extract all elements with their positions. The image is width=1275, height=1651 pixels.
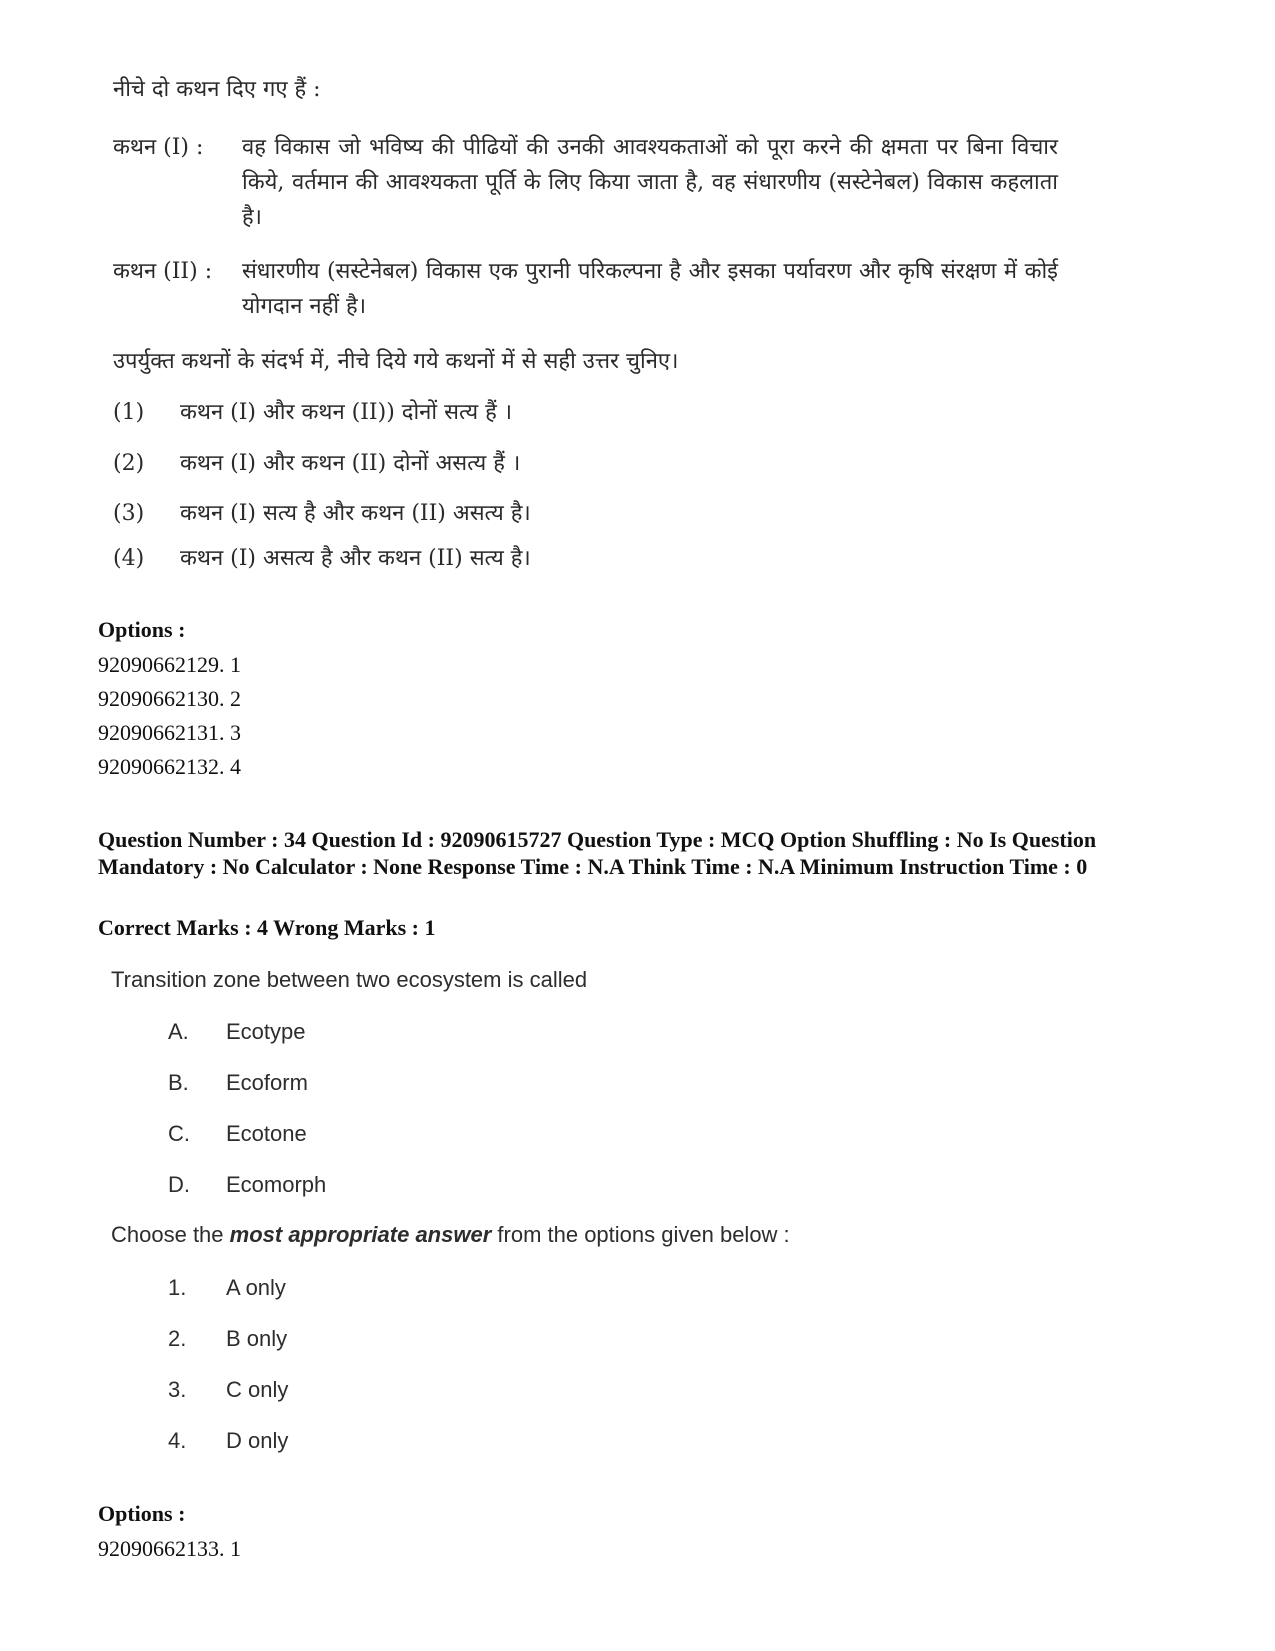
choice-text: कथन (I) और कथन (II)) दोनों सत्य हैं । xyxy=(180,400,513,425)
options-label: Options : xyxy=(98,617,186,642)
item-text: Ecomorph xyxy=(226,1172,327,1197)
choice-4 xyxy=(113,541,531,576)
item-c xyxy=(168,1121,307,1147)
answer-4 xyxy=(168,1428,288,1454)
choose-suffix: from the options given below : xyxy=(491,1222,790,1247)
answer-number: 1. xyxy=(168,1275,187,1300)
item-letter: B. xyxy=(168,1070,189,1095)
item-text: Ecoform xyxy=(226,1070,308,1095)
statement-2-text: संधारणीय (सस्टेनेबल) विकास एक पुरानी परिकल्पना है और इसका पर्यावरण और कृषि संरक्षण में कोई योगदान नहीं है। xyxy=(242,259,1058,319)
item-letter: C. xyxy=(168,1121,190,1146)
answer-number: 4. xyxy=(168,1428,187,1453)
item-letter: A. xyxy=(168,1019,189,1044)
choose-instruction xyxy=(111,1222,790,1248)
answer-2 xyxy=(168,1326,287,1352)
statement-2-label: कथन (II) : xyxy=(113,259,213,284)
question-34-header: Question Number : 34 Question Id : 92090615727 Question Type : MCQ Option Shuffling : No Is Question Mandatory : No Calculator : None Response Time : N.A Think Time : N.A Minimum Instruction Time : 0 xyxy=(98,827,1097,879)
item-text: Ecotype xyxy=(226,1019,306,1044)
answer-number: 2. xyxy=(168,1326,187,1351)
choice-text: कथन (I) और कथन (II) दोनों असत्य हैं । xyxy=(180,451,521,476)
choose-emphasis: most appropriate answer xyxy=(229,1222,492,1247)
marks-line: Correct Marks : 4 Wrong Marks : 1 xyxy=(98,915,436,940)
statement-1-text: वह विकास जो भविष्य की पीढियों की उनकी आवश्यकताओं को पूरा करने की क्षमता पर बिना विचार किये, वर्तमान की आवश्यकता पूर्ति के लिए किया जाता है, वह संधारणीय (सस्टेनेबल) विकास कहलाता है। xyxy=(242,135,1058,230)
option-id: 92090662131. 3 xyxy=(98,720,241,745)
choose-prefix: Choose the xyxy=(111,1222,230,1247)
choice-number: (1) xyxy=(113,400,145,425)
answer-3 xyxy=(168,1377,288,1403)
answer-number: 3. xyxy=(168,1377,187,1402)
question-34-text: Transition zone between two ecosystem is called xyxy=(111,967,588,992)
answer-text: B only xyxy=(226,1326,288,1351)
option-id: 92090662133. 1 xyxy=(98,1536,241,1561)
choice-2 xyxy=(113,446,520,481)
item-d xyxy=(168,1172,326,1198)
item-b xyxy=(168,1070,308,1096)
choice-text: कथन (I) असत्य है और कथन (II) सत्य है। xyxy=(180,546,531,571)
item-letter: D. xyxy=(168,1172,190,1197)
choice-number: (4) xyxy=(113,546,145,571)
answer-1 xyxy=(168,1275,286,1301)
answer-text: A only xyxy=(226,1275,286,1300)
answer-text: C only xyxy=(226,1377,289,1402)
choice-number: (3) xyxy=(113,501,145,526)
options-label: Options : xyxy=(98,1501,186,1526)
item-text: Ecotone xyxy=(226,1121,307,1146)
option-id: 92090662129. 1 xyxy=(98,652,241,677)
item-a xyxy=(168,1019,306,1045)
choice-3 xyxy=(113,496,531,531)
choice-1 xyxy=(113,395,512,430)
choice-number: (2) xyxy=(113,451,145,476)
statement-1-label: कथन (I) : xyxy=(113,135,204,160)
option-id: 92090662132. 4 xyxy=(98,754,241,779)
option-id: 92090662130. 2 xyxy=(98,686,241,711)
question-ask: उपर्युक्त कथनों के संदर्भ में, नीचे दिये गये कथनों में से सही उत्तर चुनिए। xyxy=(113,349,679,374)
choice-text: कथन (I) सत्य है और कथन (II) असत्य है। xyxy=(180,501,531,526)
answer-text: D only xyxy=(226,1428,289,1453)
question-intro: नीचे दो कथन दिए गए हैं : xyxy=(113,77,321,102)
